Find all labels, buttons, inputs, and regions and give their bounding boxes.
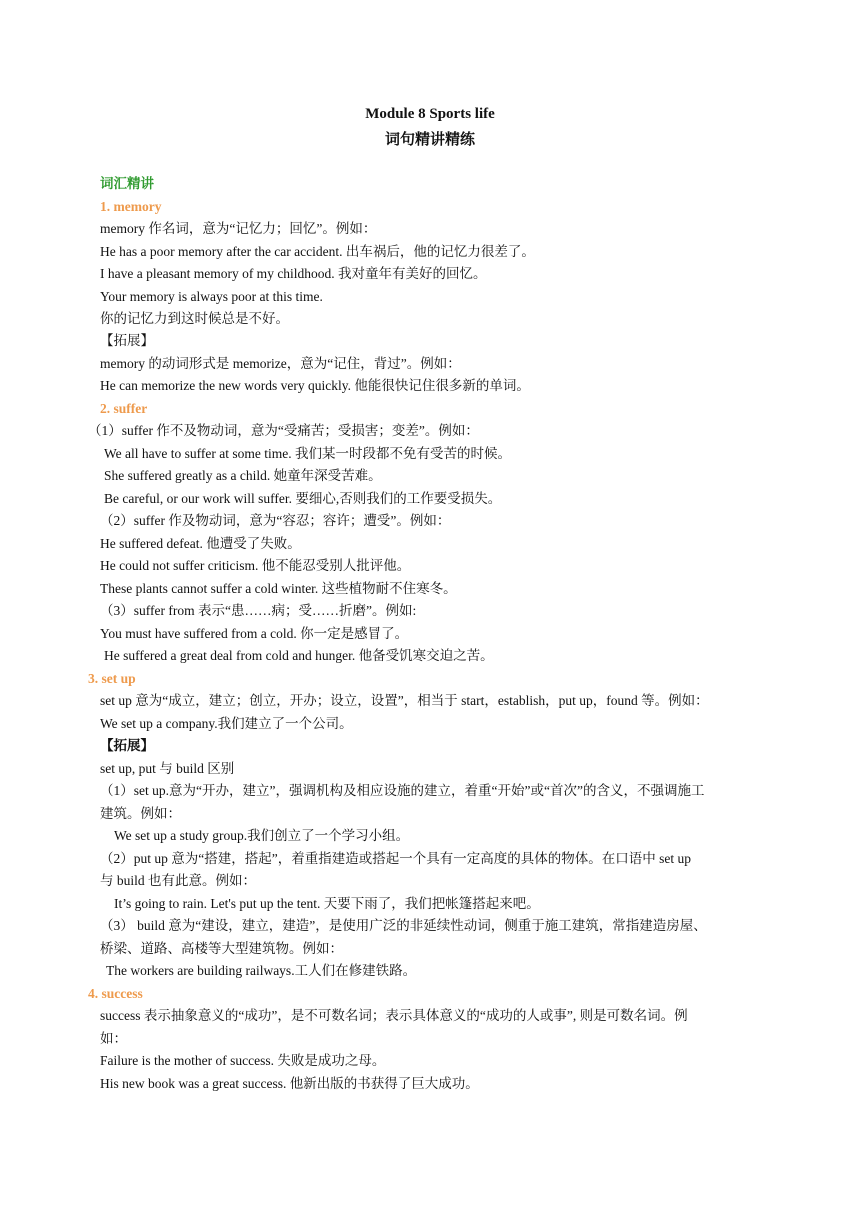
body-line: 桥梁、道路、高楼等大型建筑物。例如：: [100, 941, 343, 956]
body-line: We set up a company.我们建立了一个公司。: [100, 716, 353, 731]
body-line: He can memorize the new words very quickly. 他能很快记住很多新的单词。: [100, 378, 530, 393]
body-line: 如：: [100, 1031, 127, 1046]
body-line: His new book was a great success. 他新出版的书获得了巨大成功。: [100, 1076, 479, 1091]
body-line: She suffered greatly as a child. 她童年深受苦难。: [104, 468, 382, 483]
body-line: （3） build 意为“建设，建立，建造”，是使用广泛的非延续性动词，侧重于施工建筑，常指建造房屋、: [100, 918, 707, 933]
body-line: We set up a study group.我们创立了一个学习小组。: [114, 828, 410, 843]
body-line: （3）suffer from 表示“患……病；受……折磨”。例如:: [100, 603, 417, 618]
body-line: （2）suffer 作及物动词，意为“容忍；容许；遭受”。例如：: [100, 513, 451, 528]
body-line: memory 作名词，意为“记忆力；回忆”。例如：: [100, 221, 377, 236]
page-title: Module 8 Sports life: [365, 106, 495, 122]
body-line: （2）put up 意为“搭建，搭起”，着重指建造或搭起一个具有一定高度的具体的物体。在口语中 set up: [100, 851, 691, 866]
entry-heading-suffer: 2. suffer: [100, 401, 148, 416]
body-line: These plants cannot suffer a cold winter. 这些植物耐不住寒冬。: [100, 581, 457, 596]
section-heading: 词汇精讲: [100, 176, 154, 191]
body-line: （1）suffer 作不及物动词，意为“受痛苦；受损害；变差”。例如：: [88, 423, 479, 438]
body-line: It’s going to rain. Let's put up the tent. 天要下雨了，我们把帐篷搭起来吧。: [114, 896, 540, 911]
body-line: 【拓展】: [100, 333, 154, 348]
body-line: success 表示抽象意义的“成功”，是不可数名词；表示具体意义的“成功的人或事”, 则是可数名词。例: [100, 1008, 688, 1023]
body-line: Be careful, or our work will suffer. 要细心,否则我们的工作要受损失。: [104, 491, 502, 506]
body-line: 你的记忆力到这时候总是不好。: [100, 311, 289, 326]
body-line: Failure is the mother of success. 失败是成功之母。: [100, 1053, 386, 1068]
body-line: You must have suffered from a cold. 你一定是感冒了。: [100, 626, 409, 641]
body-line: 建筑。例如：: [100, 806, 181, 821]
body-line: 与 build 也有此意。例如：: [100, 873, 257, 888]
body-line: I have a pleasant memory of my childhood. 我对童年有美好的回忆。: [100, 266, 487, 281]
body-line: He suffered a great deal from cold and hunger. 他备受饥寒交迫之苦。: [104, 648, 494, 663]
body-line: We all have to suffer at some time. 我们某一时段都不免有受苦的时候。: [104, 446, 511, 461]
body-line: The workers are building railways.工人们在修建铁路。: [106, 963, 417, 978]
body-line: He has a poor memory after the car accident. 出车祸后，他的记忆力很差了。: [100, 244, 535, 259]
body-line: memory 的动词形式是 memorize，意为“记住，背过”。例如：: [100, 356, 461, 371]
body-line: He suffered defeat. 他遭受了失败。: [100, 536, 301, 551]
body-line: set up 意为“成立，建立；创立，开办；设立，设置”，相当于 start，establish，put up，found 等。例如：: [100, 693, 709, 708]
body-line: 【拓展】: [100, 738, 154, 753]
body-line: Your memory is always poor at this time.: [100, 289, 323, 304]
entry-heading-set-up: 3. set up: [88, 671, 136, 686]
body-line: （1）set up.意为“开办，建立”，强调机构及相应设施的建立，着重“开始”或“首次”的含义，不强调施工: [100, 783, 705, 798]
entry-heading-success: 4. success: [88, 986, 143, 1001]
entry-heading-memory: 1. memory: [100, 199, 162, 214]
body-line: set up, put 与 build 区别: [100, 761, 235, 776]
body-line: He could not suffer criticism. 他不能忍受别人批评他。: [100, 558, 411, 573]
page-subtitle: 词句精讲精练: [384, 132, 475, 148]
